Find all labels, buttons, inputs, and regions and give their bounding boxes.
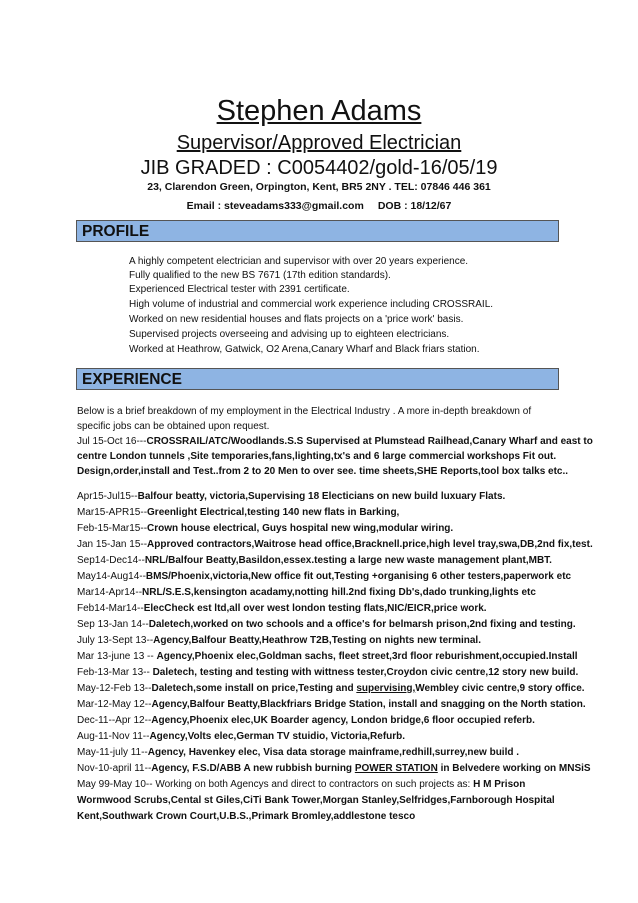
profile-line: Worked at Heathrow, Gatwick, O2 Arena,Canary Wharf and Black friars station.: [129, 344, 480, 355]
profile-heading: PROFILE: [82, 223, 150, 240]
profile-line: Experienced Electrical tester with 2391 certificate.: [129, 284, 350, 295]
job-date: Jan 15-Jan 15--: [77, 539, 148, 550]
job-date: Feb-15-Mar15--: [77, 523, 148, 534]
job-description: Agency, Havenkey elec, Visa data storage mainframe,redhill,surrey,new build .: [147, 747, 520, 758]
job-entry: [77, 730, 405, 743]
job-date: May-12-Feb 13--: [77, 683, 152, 694]
experience-intro: specific jobs can be obtained upon request.: [77, 421, 270, 432]
profile-line: Supervised projects overseeing and advising up to eighteen electricians.: [129, 329, 450, 340]
job-date: Mar14-Apr14--: [77, 587, 143, 598]
job-entry-continuation: [77, 450, 556, 463]
experience-section-header: [76, 368, 559, 390]
job-entry-continuation: [77, 794, 555, 807]
job-description: H M Prison: [473, 779, 526, 790]
job-entry: [77, 746, 519, 759]
job-description-underlined: POWER STATION: [354, 763, 438, 774]
job-date: Mar15-APR15--: [77, 507, 148, 518]
job-description: Daletech,worked on two schools and a office's for belmarsh prison,2nd fixing and testing.: [148, 619, 576, 630]
job-description: Agency,Balfour Beatty,Blackfriars Bridge Station, install and snagging on the North station.: [151, 699, 586, 710]
job-entry: [77, 570, 571, 583]
job-date: Sep14-Dec14--: [77, 555, 145, 566]
jib-grade: JIB GRADED : C0054402/gold-16/05/19: [140, 157, 498, 179]
job-date: May14-Aug14--: [77, 571, 146, 582]
dob-text: DOB : 18/12/67: [377, 200, 452, 212]
job-entry: [77, 506, 399, 519]
job-date: May 99-May 10-- Working on both Agencys and direct to contractors on such projects as:: [77, 779, 474, 790]
job-date: Mar 13-june 13 --: [77, 651, 157, 662]
candidate-name: Stephen Adams: [216, 95, 422, 127]
job-description: Wormwood Scrubs,Cental st Giles,CiTi Bank Tower,Morgan Stanley,Selfridges,Farnborough Hospital: [77, 795, 555, 806]
job-entry: [77, 762, 591, 775]
job-date: Aug-11-Nov 11--: [77, 731, 150, 742]
job-entry: [77, 554, 552, 567]
job-description: Wembley civic centre,9 story office.: [415, 683, 585, 694]
job-entry: [77, 714, 535, 727]
job-date: Sep 13-Jan 14--: [77, 619, 149, 630]
job-date: Nov-10-april 11--: [77, 763, 152, 774]
contact-line: [0, 199, 638, 213]
job-entry: [77, 634, 481, 647]
job-description: Agency,Phoenix elec,Goldman sachs, fleet street,3rd floor reburishment,occupied.Install: [156, 651, 578, 662]
email-text: Email : steveadams333@gmail.com: [186, 200, 364, 212]
job-description: Agency,Volts elec,German TV stuidio, Victoria,Refurb.: [149, 731, 406, 742]
job-description: Greenlight Electrical,testing 140 new flats in Barking,: [147, 507, 400, 518]
job-description: centre London tunnels ,Site temporaries,fans,lighting,tx's and 6 large commercial workshops Fit out.: [77, 451, 557, 462]
job-entry: [77, 778, 525, 791]
job-date: Apr15-Jul15--: [77, 491, 138, 502]
profile-line: High volume of industrial and commercial work experience including CROSSRAIL.: [129, 299, 494, 310]
job-description: Daletech,some install on price,Testing and: [151, 683, 357, 694]
job-entry-crossrail: [77, 435, 593, 448]
address-line: 23, Clarendon Green, Orpington, Kent, BR5 2NY . TEL: 07846 446 361: [147, 181, 491, 193]
job-description: ElecCheck est ltd,all over west london testing flats,NIC/EICR,price work.: [143, 603, 487, 614]
job-title: Supervisor/Approved Electrician: [176, 132, 462, 154]
profile-section-header: [76, 220, 559, 242]
job-description-underlined: supervising,: [356, 683, 416, 694]
job-entry: [77, 618, 576, 631]
job-entry: [77, 650, 578, 663]
job-description: Agency, F.S.D/ABB A new rubbish burning: [151, 763, 355, 774]
job-date: Mar-12-May 12--: [77, 699, 152, 710]
job-entry: [77, 586, 536, 599]
job-description: CROSSRAIL/ATC/Woodlands.S.S Supervised at Plumstead Railhead,Canary Wharf and east to: [146, 436, 593, 447]
job-description: NRL/S.E.S,kensington acadamy,notting hill.2nd fixing Db's,dado trunking,lights etc: [142, 587, 536, 598]
job-description: Approved contractors,Waitrose head office,Bracknell.price,high level tray,swa,DB,2nd fix,test.: [147, 539, 593, 550]
job-description: in Belvedere working on MNSiS: [437, 763, 591, 774]
experience-intro: Below is a brief breakdown of my employment in the Electrical Industry . A more in-depth breakdown of: [77, 406, 532, 417]
job-description: BMS/Phoenix,victoria,New office fit out,Testing +organising 6 other testers,paperwork etc: [145, 571, 572, 582]
job-description: Kent,Southwark Crown Court,U.B.S.,Primark Bromley,addlestone tesco: [77, 811, 416, 822]
job-entry-continuation: [77, 810, 415, 823]
job-description: Design,order,install and Test..from 2 to 20 Men to over see. time sheets,SHE Reports,tool box talks etc..: [77, 466, 569, 477]
experience-heading: EXPERIENCE: [82, 371, 182, 388]
job-description: Balfour beatty, victoria,Supervising 18 Electicians on new build luxuary Flats.: [137, 491, 506, 502]
job-entry: [77, 490, 505, 503]
job-date: May-11-july 11--: [77, 747, 148, 758]
job-description: Crown house electrical, Guys hospital new wing,modular wiring.: [147, 523, 454, 534]
job-entry-continuation: [77, 465, 568, 478]
job-date: Feb14-Mar14--: [77, 603, 144, 614]
profile-line: Fully qualified to the new BS 7671 (17th edition standards).: [129, 270, 391, 281]
job-entry: [77, 602, 487, 615]
profile-line: A highly competent electrician and supervisor with over 20 years experience.: [129, 256, 469, 267]
job-entry: [77, 682, 585, 695]
job-entry: [77, 522, 453, 535]
job-date: Feb-13-Mar 13--: [77, 667, 153, 678]
job-description: NRL/Balfour Beatty,Basildon,essex.testing a large new waste management plant,MBT.: [144, 555, 552, 566]
job-description: Daletech, testing and testing with wittness tester,Croydon civic centre,12 story new build.: [152, 667, 579, 678]
job-date: July 13-Sept 13--: [77, 635, 154, 646]
job-entry: [77, 666, 578, 679]
job-description: Agency,Phoenix elec,UK Boarder agency, London bridge,6 floor occupied referb.: [151, 715, 535, 726]
job-date: Jul 15-Oct 16---: [77, 436, 147, 447]
job-entry: [77, 538, 593, 551]
job-description: Agency,Balfour Beatty,Heathrow T2B,Testing on nights new terminal.: [153, 635, 481, 646]
job-date: Dec-11--Apr 12--: [77, 715, 152, 726]
profile-line: Worked on new residential houses and flats projects on a 'price work' basis.: [129, 314, 464, 325]
job-entry: [77, 698, 586, 711]
